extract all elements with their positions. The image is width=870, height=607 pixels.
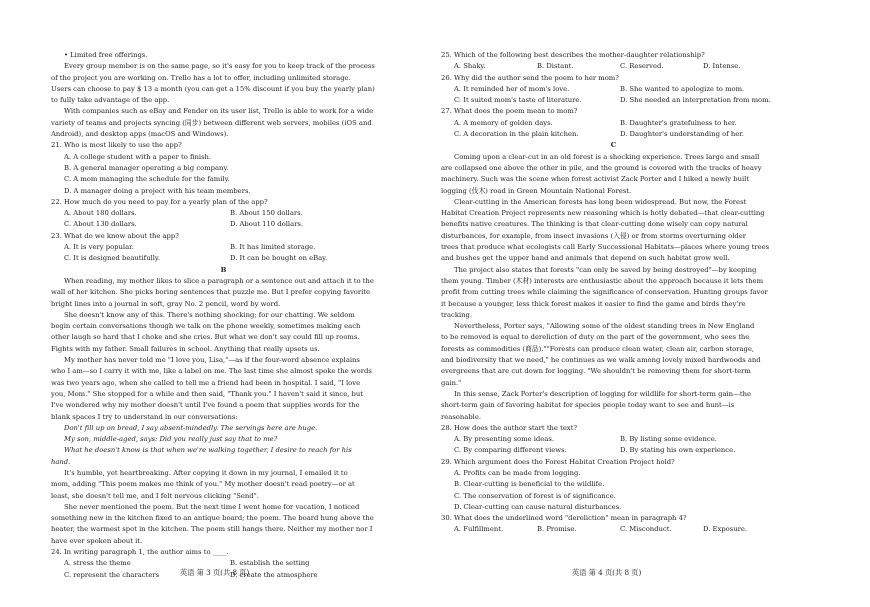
poem-line: My son, middle-aged, says: Did you really just say that to me? bbox=[64, 435, 278, 444]
q30-option-b: B. Promise. bbox=[537, 525, 577, 534]
q24-option-b: B. establish the setting bbox=[230, 559, 310, 568]
q24-option-d: D. create the atmosphere bbox=[230, 570, 318, 579]
question-25-stem: 25. Which of the following best describes the mother-daughter relationship? bbox=[441, 51, 705, 59]
q22-options-row-2 bbox=[51, 219, 396, 230]
q23-options-row-2 bbox=[51, 253, 396, 264]
q23-option-d: D. It can be bought on eBay. bbox=[230, 254, 328, 263]
text-line: She never mentioned the poem. But the next time I went home for vacation, I noticed bbox=[64, 502, 360, 511]
q22-options-row-1 bbox=[51, 208, 396, 219]
text-line: machinery. Such was the scene when forest activist Zack Porter and I hiked a newly built bbox=[441, 175, 750, 184]
q24-option-a: A. stress the theme bbox=[64, 559, 131, 568]
q28-option-c: C. By comparing different views. bbox=[454, 446, 567, 455]
text-line: forests as commodities (商品).""Forests can produce clean water, clean air, carbon storage, bbox=[441, 344, 755, 353]
text-line: profit from cutting trees while claiming the significance of conservation. Hunting groups favor bbox=[441, 288, 768, 297]
text-line: She doesn't know any of this. There's nothing shocking; for our chatting. We seldom bbox=[64, 310, 355, 319]
section-b-heading: B bbox=[220, 265, 227, 274]
q28-option-d: D. By stating his own experience. bbox=[620, 446, 736, 455]
text-line: gain." bbox=[441, 378, 462, 387]
q28-options-row-2 bbox=[441, 445, 786, 456]
text-line: who I am—so I carry it with me, like a label on me. The last time she almost spoke the words bbox=[51, 367, 372, 376]
q25-option-d: D. Intense. bbox=[703, 62, 741, 71]
q26-options-row-1 bbox=[441, 84, 786, 95]
right-page-footer: 英语 第 4 页(共 8 页) bbox=[572, 568, 642, 577]
question-22-stem: 22. How much do you need to pay for a yearly plan of the app? bbox=[51, 197, 268, 206]
q28-option-b: B. By listing some evidence. bbox=[620, 435, 717, 444]
text-line: variety of teams and projects syncing (同步) between different web servers, mobiles (iOS and bbox=[51, 118, 372, 127]
text-line: heater, the warmest spot in the kitchen. The poem still hangs there. Neither my mother nor I bbox=[51, 525, 373, 534]
text-line: Coming upon a clear-cut in an old forest is a shocking experience. Trees large and small bbox=[454, 152, 760, 161]
q25-option-a: A. Shaky. bbox=[454, 62, 486, 71]
question-30-stem: 30. What does the underlined word "dereliction" mean in paragraph 4? bbox=[441, 514, 687, 523]
text-line: was two years ago, when she called to tell me a friend had been in hospital. I said, "I love bbox=[51, 378, 361, 387]
poem-line: What he doesn't know is that when we're walking together, I desire to reach for his bbox=[64, 446, 352, 455]
text-line: other laugh so hard that I choke and she cries. But what we don't say could fill up rooms. bbox=[51, 333, 360, 342]
q26-options-row-2 bbox=[441, 95, 786, 106]
question-28-stem: 28. How does the author start the text? bbox=[441, 423, 578, 432]
section-c-heading: C bbox=[610, 141, 617, 150]
q22-option-d: D. About 110 dollars. bbox=[230, 220, 304, 229]
text-line: blank spaces I try to understand in our conversations: bbox=[51, 412, 238, 421]
text-line: and bushes get the upper hand and animals that depend on such habitat grow well. bbox=[441, 254, 730, 263]
q29-option-c: C. The conservation of forest is of significance. bbox=[454, 491, 616, 500]
text-line: The project also states that forests "can only be saved by being destroyed"—by keeping bbox=[454, 265, 757, 274]
q23-option-b: B. It has limited storage. bbox=[230, 243, 316, 252]
text-line: something new in the kitchen fixed to an antique board; the poem. The board hung above the bbox=[51, 514, 374, 523]
q28-options-row-1 bbox=[441, 434, 786, 445]
text-line: them young. Timber (木材) interests are enthusiastic about the approach because it lets them bbox=[441, 276, 764, 285]
text-line: Users can choose to pay $ 13 a month (you can get a 15% discount if you buy the yearly plan) bbox=[51, 84, 375, 93]
q29-option-b: B. Clear-cutting is beneficial to the wildlife. bbox=[454, 480, 605, 489]
text-line: Android), and desktop apps (macOS and Windows). bbox=[51, 130, 229, 139]
q25-option-b: B. Distant. bbox=[537, 62, 574, 71]
text-line: are collapsed one above the other in pile, and the ground is covered with the tracks of heavy bbox=[441, 163, 762, 172]
q23-option-c: C. It is designed beautifully. bbox=[64, 254, 161, 263]
q27-option-d: D. Daughter's understanding of her. bbox=[620, 130, 744, 139]
q21-option-a: A. A college student with a paper to finish. bbox=[64, 152, 212, 161]
text-line: I've wondered why my mother doesn't until I've found a poem that supplies words for the bbox=[51, 401, 360, 410]
poem-line: hand. bbox=[51, 457, 71, 466]
question-23-stem: 23. What do we know about the app? bbox=[51, 231, 179, 240]
text-line: Every group member is on the same page, so it's easy for you to keep track of the process bbox=[64, 62, 375, 71]
text-line: It's humble, yet heartbreaking. After copying it down in my journal, I emailed it to bbox=[64, 468, 348, 477]
q30-option-d: D. Exposure. bbox=[703, 525, 748, 534]
q27-options-row-1 bbox=[441, 118, 786, 129]
question-26-stem: 26. Why did the author send the poem to her mom? bbox=[441, 73, 619, 82]
text-line: In this sense, Zack Porter's description of logging for wildlife for short-term gain—the bbox=[454, 389, 751, 398]
text-line: trees that produce what ecologists call Early Successional Habitats—places where young trees bbox=[441, 243, 770, 252]
text-line: With companies such as eBay and Fender on its user list, Trello is able to work for a wide bbox=[64, 107, 374, 116]
left-page-footer: 英语 第 3 页(共 8 页) bbox=[180, 568, 250, 577]
q26-option-b: B. She wanted to apologize to mom. bbox=[620, 84, 745, 93]
q22-option-b: B. About 150 dollars. bbox=[230, 209, 303, 218]
bullet-line: • Limited free offerings. bbox=[64, 51, 148, 59]
text-line: Clear-cutting in the American forests has long been widespread. But now, the Forest bbox=[454, 197, 747, 206]
q26-option-a: A. It reminded her of mom's love. bbox=[454, 84, 570, 93]
text-line: it because a younger, less thick forest makes it easier to find the game and birds they're bbox=[441, 299, 746, 308]
text-line: logging (伐木) road in Green Mountain National Forest. bbox=[441, 186, 632, 195]
text-line: My mother has never told me "I love you, Lisa,"—as if the four-word absence explains bbox=[64, 356, 360, 365]
q30-options-row bbox=[441, 524, 786, 535]
text-line: to fully take advantage of the app. bbox=[51, 96, 170, 105]
text-line: short-term gain of favoring habitat for species people today want to see and hunt—is bbox=[441, 401, 735, 410]
q29-option-d: D. Clear-cutting can cause natural disturbances. bbox=[454, 502, 622, 511]
text-line: least, she doesn't tell me, and I felt nervous clicking "Send". bbox=[51, 491, 259, 500]
left-page-column bbox=[51, 50, 396, 581]
text-line: wall of her kitchen. She picks boring sentences that puzzle me. But I prefer copying favorite bbox=[51, 288, 371, 297]
question-27-stem: 27. What does the poem mean to mom? bbox=[441, 107, 578, 116]
text-line: benefits native creatures. The thinking is that clear-cutting done wisely can copy natural bbox=[441, 220, 748, 229]
text-line: to be removed is equal to dereliction of duty on the part of the government, who sees the bbox=[441, 333, 750, 342]
q24-option-c: C. represent the characters bbox=[64, 570, 160, 579]
text-line: Habitat Creation Project represents new reasoning which is hotly debated—that clear-cutting bbox=[441, 209, 765, 218]
text-line: disturbances, for example, from insect invasions (入侵) or from storms overturning older bbox=[441, 231, 747, 240]
text-line: tracking. bbox=[441, 310, 473, 319]
question-24-stem: 24. In writing paragraph 1, the author aims to ____. bbox=[51, 548, 229, 557]
question-21-stem: 21. Who is most likely to use the app? bbox=[51, 141, 182, 150]
text-line: have ever spoken about it. bbox=[51, 536, 143, 545]
q25-options-row bbox=[441, 61, 786, 72]
q26-option-d: D. She needed an interpretation from mom. bbox=[620, 96, 771, 105]
right-page-column bbox=[441, 50, 786, 536]
q22-option-a: A. About 180 dollars. bbox=[64, 209, 137, 218]
q26-option-c: C. It suited mom's taste of literature. bbox=[454, 96, 582, 105]
text-line: of the project you are working on. Trello has a lot to offer, including unlimited storage. bbox=[51, 73, 351, 82]
text-line: reasonable. bbox=[441, 412, 482, 421]
q21-option-b: B. A general manager operating a big company. bbox=[64, 163, 229, 172]
text-line: evergreens that are cut down for logging. "We shouldn't be removing them for short-term bbox=[441, 367, 751, 376]
q27-option-c: C. A decoration in the plain kitchen. bbox=[454, 130, 579, 139]
q21-option-c: C. A mom managing the schedule for the family. bbox=[64, 175, 230, 184]
q23-options-row-1 bbox=[51, 242, 396, 253]
text-line: and biodiversity that we need," he continues as we walk among lovely mixed hardwoods and bbox=[441, 356, 761, 365]
text-line: begin certain conversations though we talk on the phone weekly, sometimes making each bbox=[51, 322, 361, 331]
q25-option-c: C. Reserved. bbox=[620, 62, 664, 71]
q28-option-a: A. By presenting some ideas. bbox=[454, 435, 554, 444]
q27-option-a: A. A memory of golden days. bbox=[454, 118, 553, 127]
q27-options-row-2 bbox=[441, 129, 786, 140]
q21-option-d: D. A manager doing a project with his team members. bbox=[64, 186, 251, 195]
q23-option-a: A. It is very popular. bbox=[64, 243, 134, 252]
q30-option-a: A. Fulfillment. bbox=[454, 525, 504, 534]
q29-option-a: A. Profits can be made from logging. bbox=[454, 468, 581, 477]
text-line: When reading, my mother likes to slice a paragraph or a sentence out and attach it to the bbox=[64, 276, 374, 285]
text-line: Nevertheless, Porter says, "Allowing some of the oldest standing trees in New England bbox=[454, 322, 755, 331]
text-line: Fights with my father. Small failures in school. Anything that really upsets us. bbox=[51, 344, 320, 353]
text-line: bright lines into a journal in soft, gray No. 2 pencil, word by word. bbox=[51, 299, 281, 308]
q22-option-c: C. About 130 dollars. bbox=[64, 220, 137, 229]
poem-line: Don't fill up on bread, I say absent-mindedly. The servings here are huge. bbox=[64, 423, 318, 432]
question-29-stem: 29. Which argument does the Forest Habitat Creation Project hold? bbox=[441, 457, 675, 466]
q27-option-b: B. Daughter's gratefulness to her. bbox=[620, 118, 737, 127]
text-line: mom, adding "This poem makes me think of you." My mother doesn't read poetry—or at bbox=[51, 480, 355, 489]
text-line: you, Mom." She stopped for a while and then said, "Thank you." I haven't said it since, but bbox=[51, 389, 364, 398]
q30-option-c: C. Misconduct. bbox=[620, 525, 672, 534]
